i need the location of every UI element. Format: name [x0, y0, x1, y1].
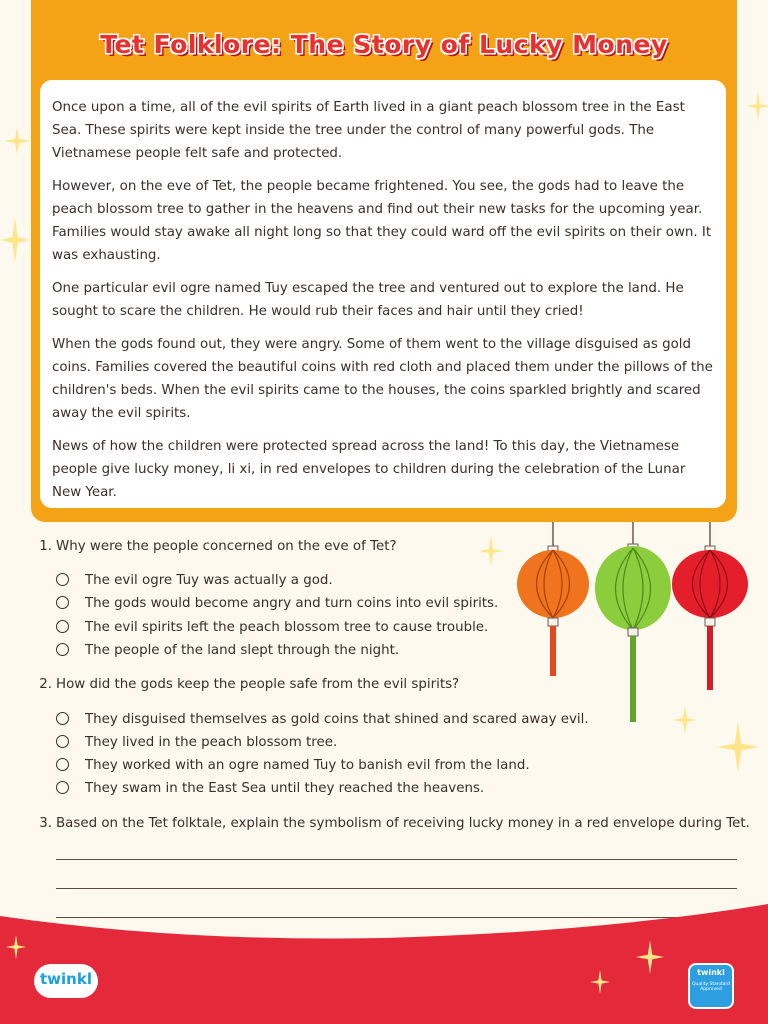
twinkl-logo [34, 964, 98, 998]
story-paragraph: Once upon a time, all of the evil spirits of Earth lived in a giant peach blossom tree in the East Sea. These spirits were kept inside the tree under the control of many powerful gods. The Vietnamese people felt safe and protected. [52, 100, 685, 161]
radio-icon[interactable] [56, 643, 69, 656]
question-text: Why were the people concerned on the eve of Tet? [56, 539, 397, 554]
question-text: Based on the Tet folktale, explain the symbolism of receiving lucky money in a red envelope during Tet. [56, 816, 750, 831]
sparkle-icon [590, 970, 610, 994]
badge-title: twinkl [697, 968, 725, 977]
lantern-icon [672, 522, 748, 690]
option-label: They worked with an ogre named Tuy to banish evil from the land. [85, 758, 530, 773]
question-number: 3. [39, 816, 52, 831]
question-number: 2. [39, 677, 52, 692]
option-label: The people of the land slept through the night. [85, 643, 400, 658]
story-paragraph: However, on the eve of Tet, the people became frightened. You see, the gods had to leave the peach blossom tree to gather in the heavens and find out their new tasks for the upcoming year. Families would stay awake all night long so that they could ward off the evil spirits on their own. It was exhausting. [52, 179, 712, 263]
radio-icon[interactable] [56, 712, 69, 725]
story-paragraph: One particular evil ogre named Tuy escaped the tree and ventured out to explore the land. He sought to scare the children. He would rub their faces and hair until they cried! [52, 281, 684, 319]
radio-icon[interactable] [56, 735, 69, 748]
quality-badge-icon [688, 963, 734, 1009]
radio-icon[interactable] [56, 620, 69, 633]
page-title: Tet Folklore: The Story of Lucky Money [100, 30, 668, 59]
lantern-icon [595, 522, 671, 722]
sparkle-icon [0, 218, 30, 262]
option-label: The gods would become angry and turn coins into evil spirits. [85, 596, 499, 611]
radio-icon[interactable] [56, 573, 69, 586]
option-label: The evil ogre Tuy was actually a god. [85, 573, 333, 588]
logo-text: twinkl [40, 970, 92, 988]
story-paragraph: When the gods found out, they were angry. Some of them went to the village disguised as gold coins. Families covered the beautiful coins with red cloth and placed them under the pillows of the children's beds. When the evil spirits came to the houses, the coins sparkled brightly and scared away the evil spirits. [52, 337, 713, 421]
sparkle-icon [4, 128, 30, 154]
sparkle-icon [478, 536, 504, 566]
option-label: The evil spirits left the peach blossom tree to cause trouble. [85, 620, 489, 635]
sparkle-icon [636, 940, 664, 974]
sparkle-icon [6, 934, 26, 960]
option-label: They disguised themselves as gold coins that shined and scared away evil. [85, 712, 589, 727]
lantern-icon [517, 522, 589, 676]
story-paragraph: News of how the children were protected spread across the land! To this day, the Vietnamese people give lucky money, li xi, in red envelopes to children during the celebration of the Lunar New Year. [52, 439, 686, 500]
story-box [40, 80, 726, 508]
radio-icon[interactable] [56, 596, 69, 609]
badge-text: Quality Standard Approved [692, 982, 730, 992]
radio-icon[interactable] [56, 758, 69, 771]
question-text: How did the gods keep the people safe from the evil spirits? [56, 677, 460, 692]
answer-line[interactable] [56, 859, 737, 860]
sparkle-icon [746, 92, 768, 120]
radio-icon[interactable] [56, 781, 69, 794]
option-label: They swam in the East Sea until they reached the heavens. [85, 781, 485, 796]
lantern-group [510, 518, 768, 732]
question-number: 1. [39, 539, 52, 554]
option-label: They lived in the peach blossom tree. [85, 735, 338, 750]
